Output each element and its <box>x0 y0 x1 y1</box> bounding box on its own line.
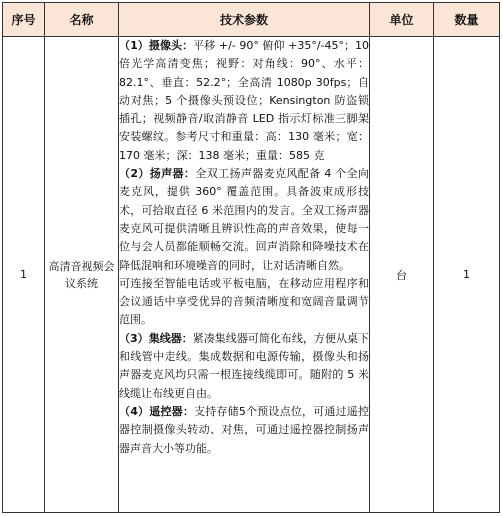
cell-unit: 台 <box>370 37 434 513</box>
param-title-hub: （3）集线器： <box>119 331 193 345</box>
header-row <box>3 3 500 37</box>
param-body-camera: 平移 +/- 90° 俯仰 +35°/-45°；10倍光学高清变焦；视野：对角线：90°、水平：82.1°、垂直：52.2°；全高清 1080p 30fps；自动对焦；5 个摄像头预设位；Kensington 防盗锁插孔；视频静音/取消静音 LED 指示灯标准三脚架安装螺纹。参考尺寸和重量：高：130 毫米；宽：170 毫米；深：138 毫米；重量：585 克 <box>119 39 370 162</box>
param-section-remote <box>119 403 369 458</box>
param-section-speaker-mobile <box>119 275 369 330</box>
cell-params <box>119 37 370 513</box>
param-body-hub: 紧凑集线器可简化布线，方便从桌下和线管中走线。集成数据和电源传输，摄像头和扬声器麦克风均只需一根连接线缆即可。随附的 5 米线缆让布线更自由。 <box>119 331 369 400</box>
cell-index: 1 <box>3 37 45 513</box>
table-row <box>3 37 500 513</box>
cell-qty: 1 <box>434 37 500 513</box>
param-body-remote: 支持存储5个预设点位，可通过遥控器控制摄像头转动、对焦，可通过遥控器控制扬声器声音大小等功能。 <box>119 404 370 455</box>
cell-name: 高清音视频会议系统 <box>45 37 119 513</box>
param-title-camera: （1）摄像头： <box>119 39 194 52</box>
param-section-hub <box>119 330 369 403</box>
param-title-speaker: （2）扬声器： <box>119 167 196 181</box>
param-body-speaker-mobile: 可连接至智能电话或平板电脑，在移动应用程序和会议通话中享受优异的音频清晰度和宽阔音量调节范围。 <box>119 276 369 327</box>
param-section-camera <box>119 37 369 165</box>
header-unit: 单位 <box>370 3 434 37</box>
param-body-speaker: 全双工扬声器麦克风配备 4 个全向麦克风，提供 360° 覆盖范围。具备波束成形技术，可拾取直径 6 米范围内的发言。全双工扬声器麦克风可提供清晰且辨识性高的声音效果，使每一位与会人员都能顺畅交流。回声消除和降噪技术在降低混响和环境噪音的同时，让对话清晰自然。 <box>119 167 369 272</box>
header-name: 名称 <box>45 3 119 37</box>
param-section-speaker <box>119 165 369 275</box>
header-index: 序号 <box>3 3 45 37</box>
spec-table <box>2 2 500 513</box>
header-qty: 数量 <box>434 3 500 37</box>
param-title-remote: （4）遥控器： <box>119 404 195 418</box>
header-params: 技术参数 <box>119 3 370 37</box>
